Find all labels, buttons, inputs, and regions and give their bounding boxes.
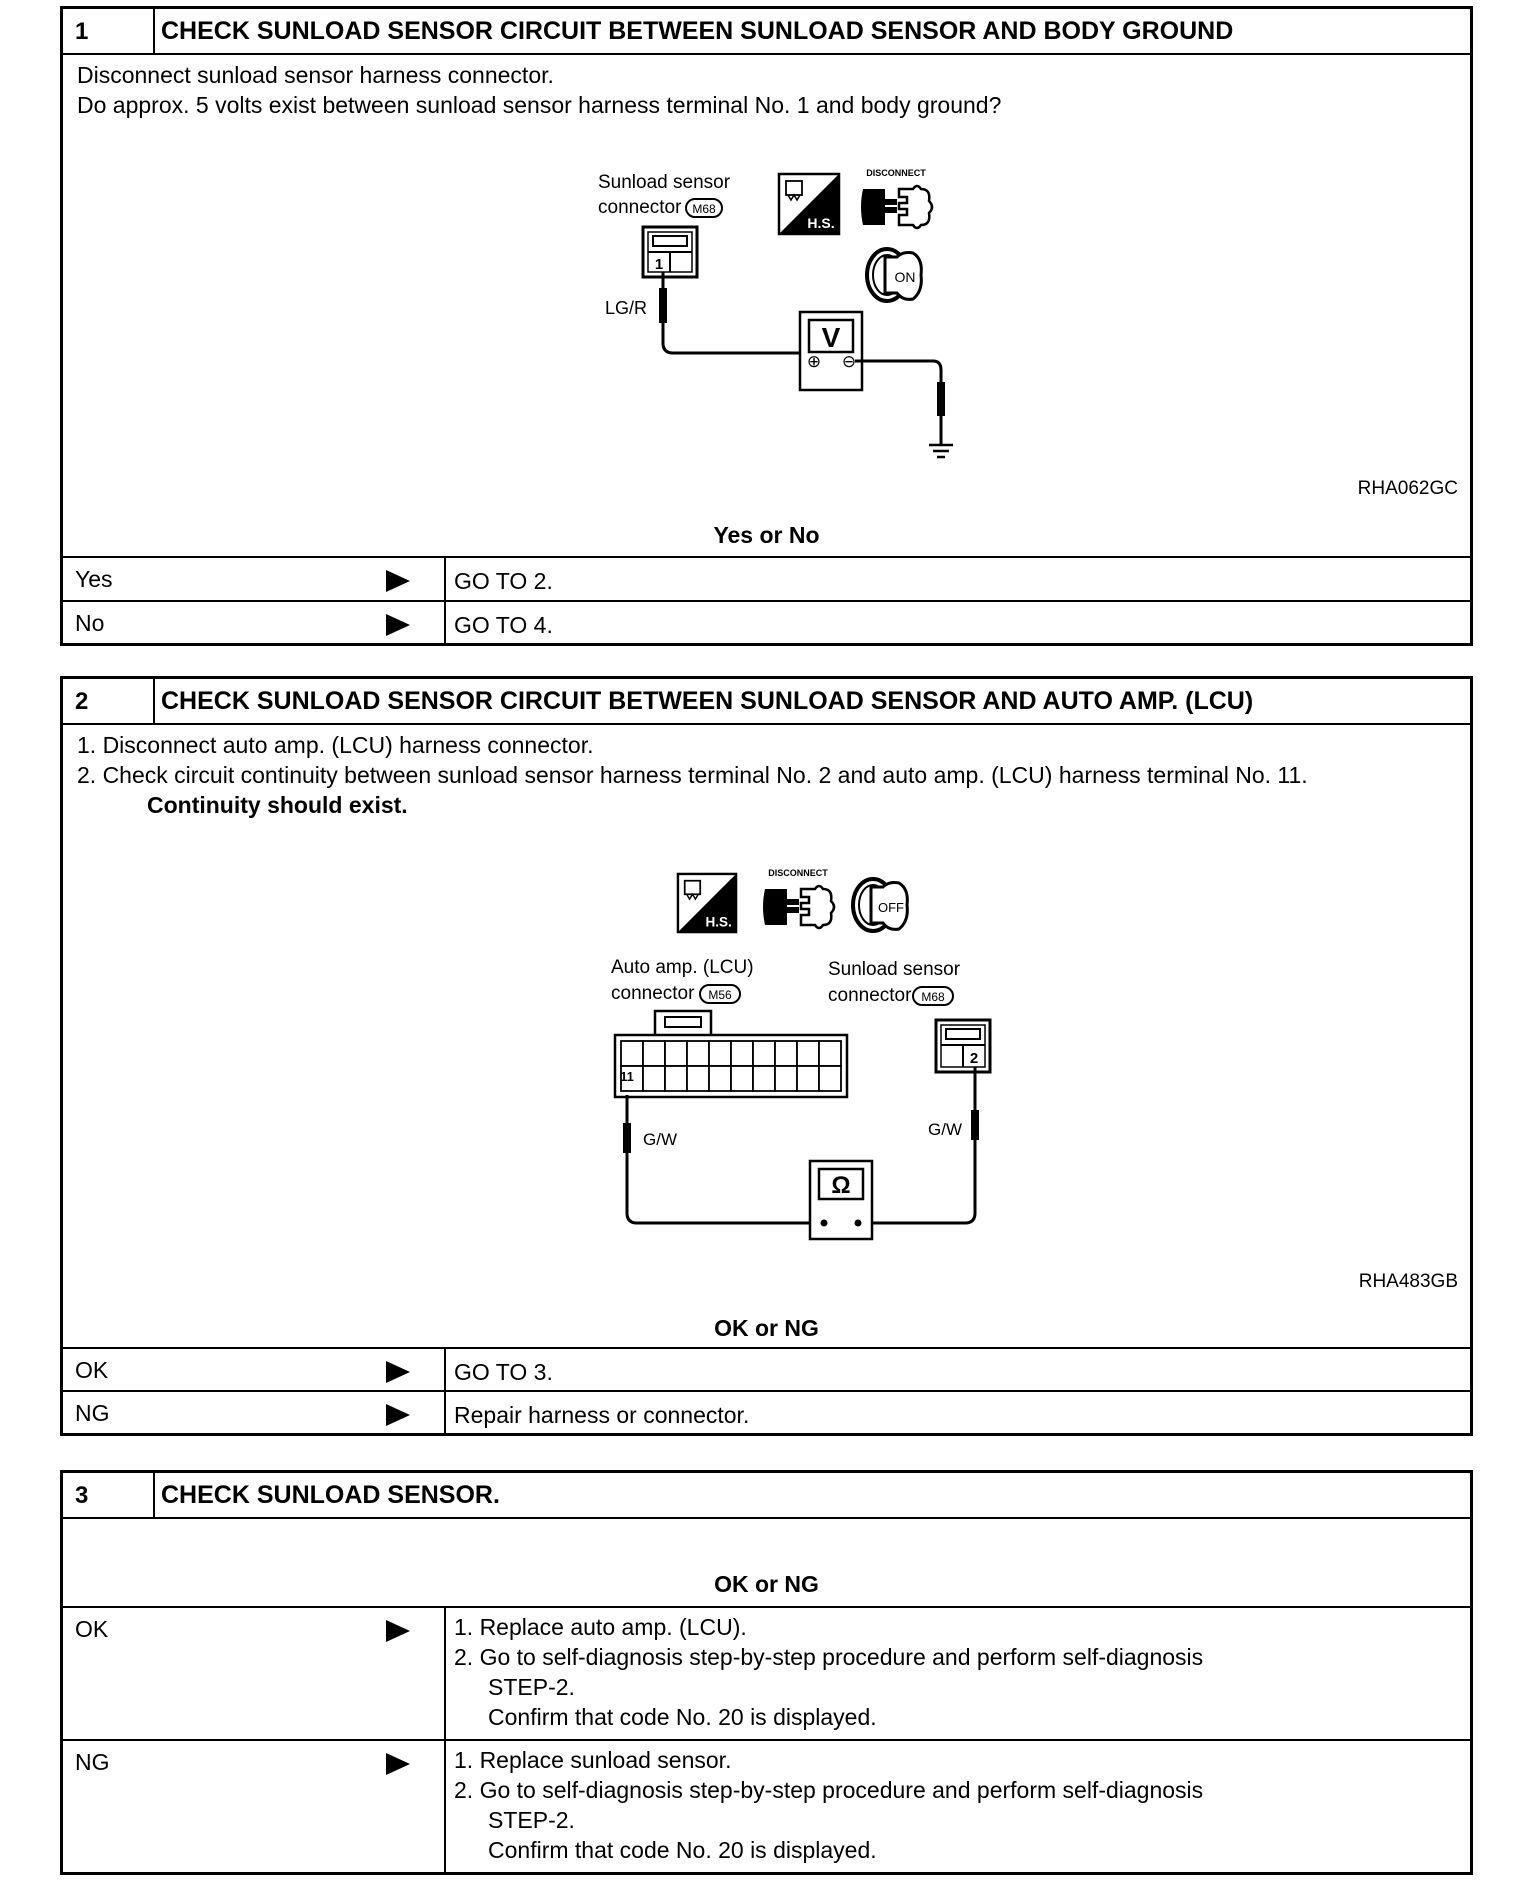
step-body	[63, 1519, 1470, 1606]
connector-cavity	[819, 1066, 841, 1091]
result-action-text: 2. Go to self-diagnosis step-by-step procedure and perform self-diagnosis	[454, 1644, 1204, 1670]
result-action-text: Repair harness or connector.	[454, 1402, 750, 1428]
connector-cavity	[709, 1041, 731, 1066]
svg-text:V: V	[821, 322, 841, 353]
result-action-text: Confirm that code No. 20 is displayed.	[488, 1837, 877, 1863]
svg-text:H.S.: H.S.	[705, 914, 732, 930]
ground-wire	[855, 361, 941, 445]
connector-cavity	[643, 1066, 665, 1091]
result-row	[63, 600, 1470, 643]
connector-cavity	[797, 1066, 819, 1091]
step-number: 2	[63, 679, 155, 723]
result-key-label: OK	[75, 1357, 109, 1383]
result-action-text: STEP-2.	[488, 1674, 575, 1700]
ohmmeter-icon	[810, 1161, 872, 1239]
result-key	[63, 1349, 446, 1390]
step-header	[63, 1473, 1470, 1519]
result-action-text: 1. Replace sunload sensor.	[454, 1747, 732, 1773]
ignition-off-icon	[849, 873, 913, 937]
arrow-right-icon	[386, 1361, 410, 1383]
result-action-text: STEP-2.	[488, 1807, 575, 1833]
result-action-text: GO TO 4.	[454, 612, 553, 638]
spec-line: Continuity should exist.	[147, 792, 408, 818]
verdict-label: OK or NG	[714, 1315, 819, 1341]
svg-text:⊖: ⊖	[841, 352, 857, 371]
connector-id-badge	[913, 987, 953, 1005]
probe-wire	[663, 272, 803, 353]
connector-cavity	[665, 1041, 687, 1066]
step-title: CHECK SUNLOAD SENSOR CIRCUIT BETWEEN SUNLOAD SENSOR AND BODY GROUND	[161, 17, 1234, 45]
connector-id-badge	[686, 199, 722, 217]
connector-label: Sunload sensor	[828, 959, 961, 980]
sunload-sensor-connector	[936, 1020, 990, 1072]
disconnect-icon	[855, 167, 937, 237]
connector-cavity	[753, 1066, 775, 1091]
result-action	[446, 602, 1470, 643]
disconnect-icon	[757, 867, 839, 937]
result-row	[63, 556, 1470, 600]
connector-label: connector	[611, 983, 695, 1004]
svg-text:M56: M56	[708, 988, 732, 1002]
svg-text:⊕: ⊕	[806, 352, 822, 371]
instruction-line: Disconnect sunload sensor harness connector.	[77, 62, 554, 88]
connector-label: Auto amp. (LCU)	[611, 957, 754, 978]
arrow-right-icon	[386, 1620, 410, 1642]
result-key	[63, 602, 446, 643]
instruction-line: 2. Check circuit continuity between sunload sensor harness terminal No. 2 and auto amp. (LCU) harness terminal No. 11.	[77, 762, 1308, 788]
svg-text:H.S.: H.S.	[807, 215, 835, 231]
connector-cavity	[731, 1066, 753, 1091]
connector-cavity	[687, 1041, 709, 1066]
connector-cavity	[731, 1041, 753, 1066]
result-key-label: NG	[75, 1749, 110, 1775]
result-key-label: NG	[75, 1400, 110, 1426]
arrow-right-icon	[386, 1404, 410, 1426]
terminal-number: 2	[969, 1050, 979, 1067]
svg-text:ON: ON	[894, 269, 916, 285]
result-action-text: GO TO 3.	[454, 1359, 553, 1385]
sunload-sensor-connector	[643, 227, 697, 277]
result-key	[63, 1392, 446, 1433]
svg-text:DISCONNECT: DISCONNECT	[866, 168, 926, 178]
probe-tip	[659, 288, 667, 323]
svg-text:DISCONNECT: DISCONNECT	[768, 868, 828, 878]
step-body	[63, 725, 1470, 1347]
connector-cavity	[775, 1041, 797, 1066]
connector-cavity	[775, 1066, 797, 1091]
verdict-label: OK or NG	[714, 1571, 819, 1597]
continuity-check-diagram	[543, 955, 1003, 1260]
svg-text:M68: M68	[921, 990, 945, 1004]
result-row	[63, 1390, 1470, 1433]
step-body	[63, 55, 1470, 556]
figure-code: RHA062GC	[1357, 478, 1458, 499]
step-number: 1	[63, 9, 155, 53]
svg-text:M68: M68	[692, 202, 716, 216]
instruction-line: Do approx. 5 volts exist between sunload sensor harness terminal No. 1 and body ground?	[77, 92, 1002, 118]
connector-cavity	[665, 1066, 687, 1091]
svg-text:OFF: OFF	[878, 900, 904, 915]
connector-cavity	[797, 1041, 819, 1066]
result-action-text: Confirm that code No. 20 is displayed.	[488, 1704, 877, 1730]
probe-tip	[937, 382, 945, 416]
result-action	[446, 1741, 1470, 1873]
result-key-label: No	[75, 610, 105, 636]
ignition-on-icon	[863, 243, 927, 307]
result-row	[63, 1347, 1470, 1390]
harness-sign-icon	[676, 872, 738, 934]
connector-cavity	[753, 1041, 775, 1066]
verdict-label: Yes or No	[713, 522, 820, 548]
wire-color-label: LG/R	[605, 298, 648, 318]
voltmeter-icon	[800, 312, 862, 390]
connector-cavity	[709, 1066, 731, 1091]
svg-text:Ω: Ω	[831, 1172, 851, 1199]
result-row	[63, 1739, 1470, 1873]
connector-label: Sunload sensor	[598, 172, 731, 193]
step-header	[63, 679, 1470, 725]
result-key-label: Yes	[75, 566, 113, 592]
step-title: CHECK SUNLOAD SENSOR.	[161, 1481, 500, 1509]
result-key	[63, 1608, 446, 1739]
ground-icon	[929, 445, 953, 457]
result-key	[63, 1741, 446, 1873]
figure-code: RHA483GB	[1358, 1271, 1458, 1292]
result-key	[63, 558, 446, 600]
result-action	[446, 1349, 1470, 1390]
wire-color-label: G/W	[643, 1130, 677, 1149]
connector-id-badge	[700, 985, 740, 1003]
result-action	[446, 558, 1470, 600]
result-action	[446, 1608, 1470, 1739]
step-header	[63, 9, 1470, 55]
step-3-table	[60, 1470, 1473, 1875]
connector-cavity	[687, 1066, 709, 1091]
result-row	[63, 1606, 1470, 1739]
terminal-number: 11	[620, 1069, 634, 1084]
step-title: CHECK SUNLOAD SENSOR CIRCUIT BETWEEN SUNLOAD SENSOR AND AUTO AMP. (LCU)	[161, 687, 1254, 715]
wire-color-label: G/W	[928, 1120, 962, 1139]
instruction-line: 1. Disconnect auto amp. (LCU) harness connector.	[77, 732, 594, 758]
connector-cavity	[643, 1041, 665, 1066]
connector-cavity	[621, 1041, 643, 1066]
step-1-table	[60, 6, 1473, 646]
probe-tip	[623, 1123, 631, 1153]
step-number: 3	[63, 1473, 155, 1517]
arrow-right-icon	[386, 1753, 410, 1775]
connector-label: connector	[828, 985, 912, 1006]
connector-label: connector	[598, 197, 682, 218]
arrow-right-icon	[386, 614, 410, 636]
result-action-text: 2. Go to self-diagnosis step-by-step procedure and perform self-diagnosis	[454, 1777, 1204, 1803]
connector-cavity	[819, 1041, 841, 1066]
terminal-number: 1	[654, 256, 664, 273]
result-action-text: 1. Replace auto amp. (LCU).	[454, 1614, 747, 1640]
probe-tip	[971, 1110, 979, 1140]
result-action	[446, 1392, 1470, 1433]
probe-wire	[627, 1095, 813, 1223]
auto-amp-connector	[615, 1011, 847, 1097]
harness-sign-icon	[777, 172, 841, 236]
arrow-right-icon	[386, 570, 410, 592]
result-action-text: GO TO 2.	[454, 568, 553, 594]
step-2-table	[60, 676, 1473, 1436]
result-key-label: OK	[75, 1616, 109, 1642]
